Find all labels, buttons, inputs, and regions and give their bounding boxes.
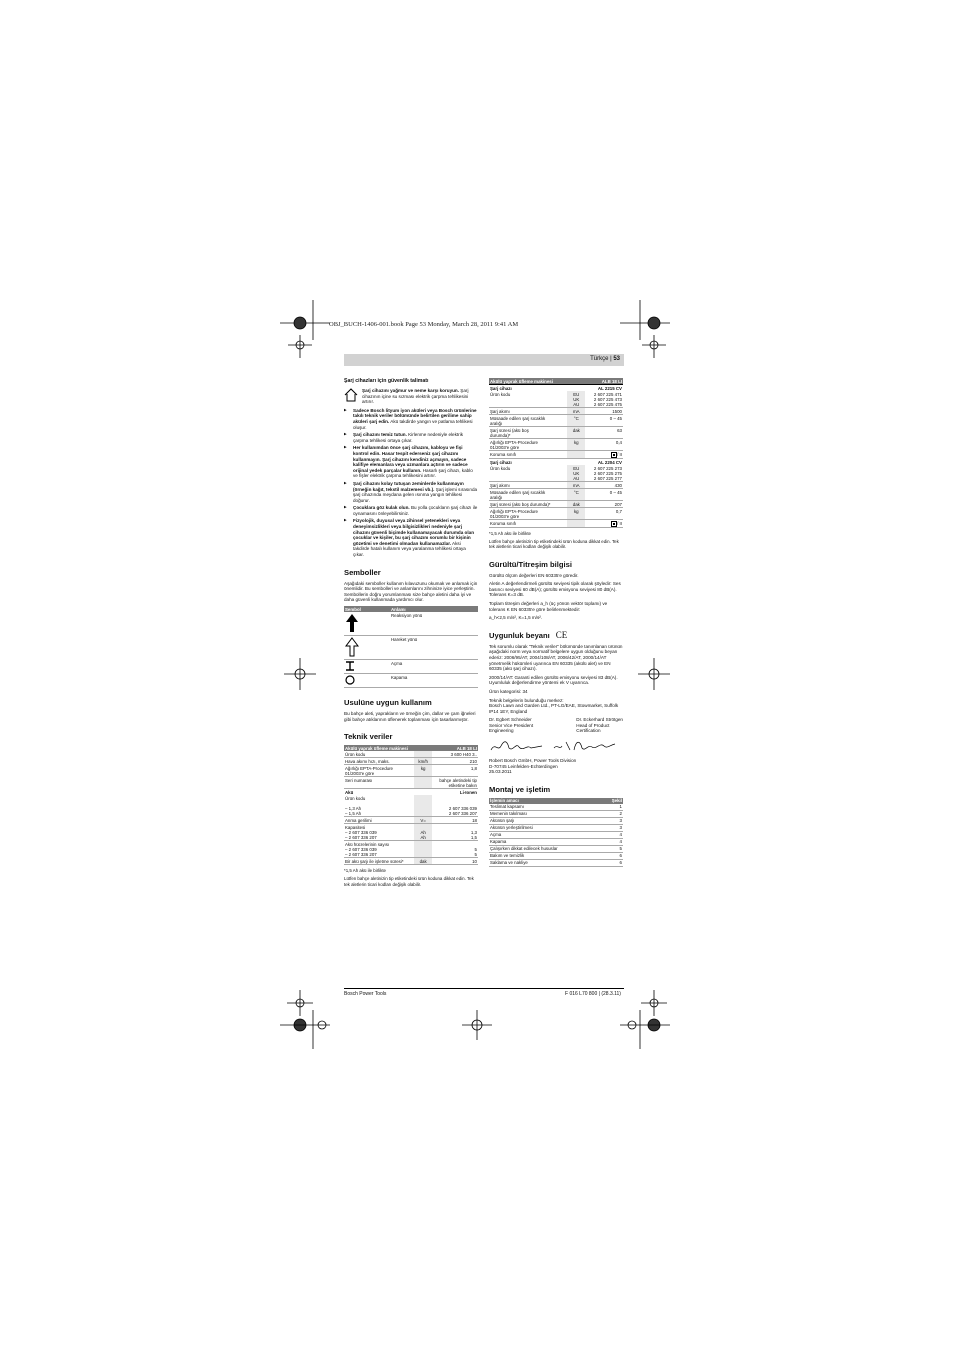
charger-footnote: *1,5 Ah akü ile birlikte [489, 531, 531, 536]
cell-label: Ürün kodu – 1,3 Ah – 1,5 Ah [344, 795, 414, 817]
table-row [489, 810, 623, 817]
cell-label: Seri numarası [344, 777, 414, 789]
cell-label: Kapasitesi – 2 607 336 039 – 2 607 336 207 [344, 824, 414, 841]
cell-unit [567, 451, 585, 459]
signature-1-icon [489, 738, 544, 754]
cell-label: Şarj akımı [489, 482, 567, 489]
cell-value: bahçe aletindeki tip etiketine bakın [432, 777, 478, 789]
symbols-title: Semboller [344, 567, 381, 577]
movement-arrow-icon [345, 637, 359, 657]
table-row [344, 841, 478, 858]
figure-number: 3 [603, 817, 623, 824]
cell-label: Müsaade edilen şarj sıcaklık aralığı [489, 489, 567, 501]
cell-label: Ürün kodu [344, 751, 414, 758]
table-row [344, 817, 478, 824]
figure-number: 6 [603, 852, 623, 859]
charger-safety-list [344, 408, 478, 558]
symbols-intro: Aşağıdaki semboller kullanım kılavuzunu okumak ve anlamak için önemlidir. Bu sembolleri ve anlamlarını zihninize iyice yerleştirin. Sembollerin doğru yorumlanması size bahçe aletini daha iyi ve daha güvenli kullanmada yardımcı olur. [344, 580, 478, 603]
table-row [489, 824, 623, 831]
table-row [489, 427, 623, 439]
cell-unit: dak [414, 858, 432, 865]
manufacturer-address: Robert Bosch GmbH, Power Tools Division D-70745 Leinfelden-Echterdingen 25.03.2011 [489, 758, 577, 775]
cell-value: / II [585, 451, 623, 459]
table-row [489, 508, 623, 520]
conformity-title: Uygunluk beyanı CE [489, 629, 568, 640]
noise-text: Gürültü ölçüm değerleri EN 60335'e göredir. [489, 572, 579, 578]
cell-value: 0 – 45 [585, 415, 623, 427]
cell-unit: kg [567, 439, 585, 451]
step-label: Teslimat kapsamı [489, 804, 603, 811]
table-row [489, 501, 623, 508]
tech-data-title: Teknik veriler [344, 732, 393, 742]
cell-unit [414, 795, 432, 817]
figure-number: 3 [603, 824, 623, 831]
table-row [489, 520, 623, 528]
table-row [489, 408, 623, 415]
cell-unit: dak [567, 427, 585, 439]
charger-data-table: Akülü yaprak üfleme makinesi ALB 18 LI Şarj cihazı AL 2215 CV Ürün kodu EU UK AU 2 607 225 471 2 607 225 473 2 607 225 475 Şarj akımı mA 1500 Müsaade edilen şarj sıcaklık aralığı °C 0 – 45 Şarj süresi (akü boş durumda)* dak 63 Ağırlığı EPTA-Procedure 01/2003'e göre kg 0,4 Koruma sınıfı / II Şarj cihazı AL 2204 CV Ürün kodu EU UK AU 2 607 225 273 2 607 225 275 2 607 225 277 Şarj akımı mA 430 Müsaade edilen şarj sıcaklık aralığı °C 0 – 45 Şarj süresi (akü boş durumda)* dak 207 Ağırlığı EPTA-Procedure 01/2003'e göre kg 0,7 Koruma sınıfı / II [490, 378, 622, 526]
table-row [489, 859, 623, 866]
symbols-table: Sembol Anlamı Reaksiyon yönü Hareket yönü Açma Kapama [344, 606, 478, 688]
footer-brand: Bosch Power Tools [344, 991, 387, 997]
conformity-text: Ürün kategorisi: 34 [489, 688, 528, 694]
cell-label: Ürün kodu [489, 391, 567, 408]
cell-label: Bir akü şarjı ile işletme süresi* [344, 858, 414, 865]
switch-off-icon [345, 675, 355, 685]
cell-value: 3 600 H40 3.. [432, 751, 478, 758]
cell-unit: mA [567, 408, 585, 415]
footer-code: F 016 L70 800 | (28.3.11) [565, 991, 621, 997]
page-header-bar [344, 354, 624, 366]
protection-class-icon [611, 452, 617, 458]
step-label: Akünün yerleştirilmesi [489, 824, 603, 831]
figure-number: 5 [603, 845, 623, 852]
table-row [489, 489, 623, 501]
table-row: Açma [344, 660, 478, 674]
noise-text: Aletin A değerlendirmeli gürültü seviyesi tipik olarak şöyledir: Ses basıncı seviyesi 60 dB(A); gürültü emisyonu seviyesi 80 dB(A). Tolerans K=3 dB. [489, 581, 621, 598]
page-number: Türkçe | 53 [590, 356, 620, 362]
table-row [344, 824, 478, 841]
house-icon [344, 388, 358, 402]
signatures [489, 738, 623, 754]
table-row [489, 482, 623, 489]
cell-unit: V= [414, 817, 432, 824]
figure-number: 4 [603, 831, 623, 838]
table-row [489, 852, 623, 859]
table-row [344, 777, 478, 789]
cell-value: 0,7 [585, 508, 623, 520]
cell-label: Ağırlığı EPTA-Procedure 01/2003'e göre [489, 508, 567, 520]
signatories [489, 717, 623, 734]
conformity-text: Teknik belgelerin bulunduğu merkez: Bosch Lawn and Garden Ltd., PT-LG/EAE, Stowmarket, Suffolk IP14 1EY, England [489, 697, 619, 714]
cell-value: 1,3 1,5 [432, 824, 478, 841]
reaction-arrow-icon [345, 613, 359, 633]
cell-value: 2 607 225 471 2 607 225 473 2 607 225 475 [585, 391, 623, 408]
cell-unit [414, 841, 432, 858]
tech-note: Lütfen bahçe aletinizin tip etiketindeki ürün koduna dikkat edin. Tek tek aletlerin ticari kodları değişik olabilir. [344, 876, 474, 887]
cell-label: Şarj akımı [489, 408, 567, 415]
cell-label: Hava akımı hızı, maks. [344, 758, 414, 765]
cell-unit: kg [414, 765, 432, 777]
charger-note: Lütfen bahçe aletinizin tip etiketindeki ürün koduna dikkat edin. Tek tek aletlerin ticari kodları değişik olabilir. [489, 539, 619, 550]
cell-label: Ağırlığı EPTA-Procedure 01/2003'e göre [489, 439, 567, 451]
figure-number: 2 [603, 810, 623, 817]
conformity-text: 2000/14/AT: Garanti edilen gürültü emisyonu seviyesi 83 dB(A). Uyumluluk değerlendirme yöntemi ek V uyarınca. [489, 674, 618, 686]
cell-value: 210 [432, 758, 478, 765]
cell-label: Şarj süresi (akü boş durumda)* [489, 501, 567, 508]
table-row [489, 451, 623, 459]
cell-unit: EU UK AU [567, 391, 585, 408]
table-row: Reaksiyon yönü [344, 612, 478, 636]
cell-label: Koruma sınıfı [489, 520, 567, 528]
table-row [344, 765, 478, 777]
cell-label: Müsaade edilen şarj sıcaklık aralığı [489, 415, 567, 427]
signatory-1: Dr. Egbert Schneider Senior Vice President Engineering [489, 717, 534, 734]
table-row [489, 415, 623, 427]
print-header: OBJ_BUCH-1406-001.book Page 53 Monday, March 28, 2011 9:41 AM [329, 321, 519, 328]
step-label: Kapama [489, 838, 603, 845]
assembly-title: Montaj ve işletim [489, 784, 551, 794]
cell-value: 207 [585, 501, 623, 508]
list-item: ▶ Her kullanımdan önce şarj cihazını, kabloyu ve fişi kontrol edin. Hasar tespit ederseniz şarj cihazını kullanmayın. Şarj cihazını kendiniz açmayın, sadece kalifiye elemanlara veya uzmanlara açtırın ve sadece orijinal yedek parçalar kullanın. Hasarlı şarj cihazı, kablo ve fişler elektrik çarpma tehlikesini artırır. [344, 445, 478, 479]
cell-value: 1500 [585, 408, 623, 415]
cell-value: 2 607 336 039 2 607 336 207 [432, 795, 478, 817]
cell-label: Anma gerilimi [344, 817, 414, 824]
step-label: Akünün şarjı [489, 817, 603, 824]
signatory-2: Dr. Eckerhard Strötgen Head of Product Certification [576, 717, 623, 734]
tech-footnote: *1,5 Ah akü ile birlikte [344, 868, 386, 874]
conformity-text: Tek sorumlu olarak "Teknik veriler" bölümünde tanımlanan ürünün aşağıdaki norm veya normatif belgelere uygun olduğunu beyan ederiz: 2006/95/AT, 2004/108/AT, 2006/42/AT, 2000/14/AT yönetmelik hükümleri uyarınca EN 60335 (akülü alet) ve EN 60335 (akü şarj cihazı). [489, 643, 623, 672]
cell-value: 430 [585, 482, 623, 489]
table-row [489, 817, 623, 824]
signature-2-icon [552, 738, 617, 754]
table-row: Kapama [344, 674, 478, 688]
cell-unit: km/h [414, 758, 432, 765]
cell-value: 18 [432, 817, 478, 824]
table-row [344, 795, 478, 817]
step-label: Saklama ve nakliye [489, 859, 603, 866]
cell-unit: °C [567, 489, 585, 501]
intended-use-title: Usulüne uygun kullanım [344, 698, 432, 707]
table-row [489, 831, 623, 838]
table-row [344, 858, 478, 865]
cell-unit: mA [567, 482, 585, 489]
figure-number: 1 [603, 804, 623, 811]
cell-unit [414, 777, 432, 789]
list-item: ▶ Çocuklara göz kulak olun. Bu yolla çocukların şarj cihazı ile oynamasını önleyebilirsiniz. [344, 505, 478, 516]
cell-label: Ağırlığı EPTA-Procedure 01/2003'e göre [344, 765, 414, 777]
right-column [489, 378, 623, 867]
cell-value: 0,4 [585, 439, 623, 451]
protection-class-icon [611, 521, 617, 527]
list-item: ▶ Sadece Bosch lityum iyon aküleri veya Bosch ürünlerine takılı teknik veriler bölümünde belirtilen gerilime sahip aküleri şarj edin. Akü takdirde yangın ve patlama tehlikesi oluşur. [344, 408, 478, 430]
house-warning: Şarj cihazını yağmur ve neme karşı koruyun. Şarj cihazının içine su sızması elektrik çarpma tehlikesini artırır. [344, 388, 478, 405]
figure-number: 4 [603, 838, 623, 845]
cell-label: Ürün kodu [489, 465, 567, 482]
noise-text: a_h<2,5 m/s², K=1,5 m/s². [489, 615, 543, 621]
cell-label: Şarj süresi (akü boş durumda)* [489, 427, 567, 439]
cell-value: 1,8 [432, 765, 478, 777]
step-label: Çalışırken dikkat edilecek hususlar [489, 845, 603, 852]
cell-unit: Ah Ah [414, 824, 432, 841]
cell-value: 10 [432, 858, 478, 865]
table-row [344, 758, 478, 765]
table-row [489, 439, 623, 451]
list-item: ▶ Şarj cihazını temiz tutun. Kirlenme nedeniyle elektrik çarpma tehlikesi ortaya çıkar. [344, 432, 478, 443]
step-label: Açma [489, 831, 603, 838]
cell-value: 0 – 45 [585, 489, 623, 501]
cell-unit: °C [567, 415, 585, 427]
cell-value: / II [585, 520, 623, 528]
ce-mark: CE [555, 629, 568, 640]
noise-text: Toplam titreşim değerleri a_h (üç yönün vektör toplamı) ve tolerans K EN 60335'e göre belirlenmektedir: [489, 600, 608, 612]
cell-value: 63 [585, 427, 623, 439]
footer-rule [344, 988, 624, 989]
figure-number: 6 [603, 859, 623, 866]
table-row [489, 845, 623, 852]
switch-on-icon [345, 661, 355, 671]
table-row: Hareket yönü [344, 636, 478, 660]
tech-data-table: Akülü yaprak üfleme makinesi ALB 18 LI Ürün kodu 3 600 H40 3.. Hava akımı hızı, maks. km/h 210 Ağırlığı EPTA-Procedure 01/2003'e göre kg 1,8 Seri numarası bahçe aletindeki tip etiketine bakın Akü Li-Ionen Ürün kodu – 1,3 Ah – 1,5 Ah 2 607 336 039 2 607 336 207 Anma gerilimi V= 18 Kapasitesi – 2 607 336 039 – 2 607 336 207 Ah Ah 1,3 1,5 Akü hücrelerinin sayısı – 2 607 336 039 – 2 607 336 207 5 5 Bir akü şarjı ile işletme süresi* dak 10 [345, 745, 477, 864]
charger-safety-title: Şarj cihazları için güvenlik talimatı [344, 378, 429, 384]
cell-unit: EU UK AU [567, 465, 585, 482]
table-row [489, 391, 623, 408]
assembly-table: İşlemin amacı Şekil Teslimat kapsamı 1 Memenin takılması 2 Akünün şarjı 3 Akünün yerleştirilmesi 3 Açma 4 Kapama 4 Çalışırken dikkat edilecek hususlar 5 Bakım ve temizlik 6 Saklama ve nakliye 6 [490, 798, 622, 866]
left-column [344, 378, 478, 887]
step-label: Memenin takılması [489, 810, 603, 817]
cell-value: 5 5 [432, 841, 478, 858]
cell-value: 2 607 225 273 2 607 225 275 2 607 225 277 [585, 465, 623, 482]
table-row [489, 838, 623, 845]
cell-unit [567, 520, 585, 528]
cell-label: Koruma sınıfı [489, 451, 567, 459]
list-item: ▶ Fizyolojik, duyusal veya zihinsel yetenekleri veya deneyimsizlikleri veya bilgisizlikleri nedeniyle şarj cihazını güvenli biçimde kullanamayacak durumda olan çocuklar ve kişiler, bu şarj cihazını sorumlu bir kişinin gözetimi ve denetimi olmadan kullanamazlar. Aksi takdirde hatalı kullanım veya yaralanma tehlikesi ortaya çıkar. [344, 518, 478, 557]
noise-title: Gürültü/Titreşim bilgisi [489, 559, 572, 569]
list-item: ▶ Şarj cihazını kolay tutuşan zeminlerde kullanmayın (örneğin kağıt, tekstil malzemesi vb.). Şarj işlemi sırasında şarj cihazında meydana gelen ısınma yangın tehlikesi doğurur. [344, 481, 478, 503]
cell-unit: dak [567, 501, 585, 508]
table-row [489, 465, 623, 482]
intended-use-text: Bu bahçe aleti, yaprakların ve örneğin çim, dallar ve çam iğneleri gibi bahçe atıklarının üflenerek toplanması için tasarlanmıştır. [344, 711, 476, 722]
step-label: Bakım ve temizlik [489, 852, 603, 859]
cell-unit: kg [567, 508, 585, 520]
cell-label: Akü hücrelerinin sayısı – 2 607 336 039 – 2 607 336 207 [344, 841, 414, 858]
